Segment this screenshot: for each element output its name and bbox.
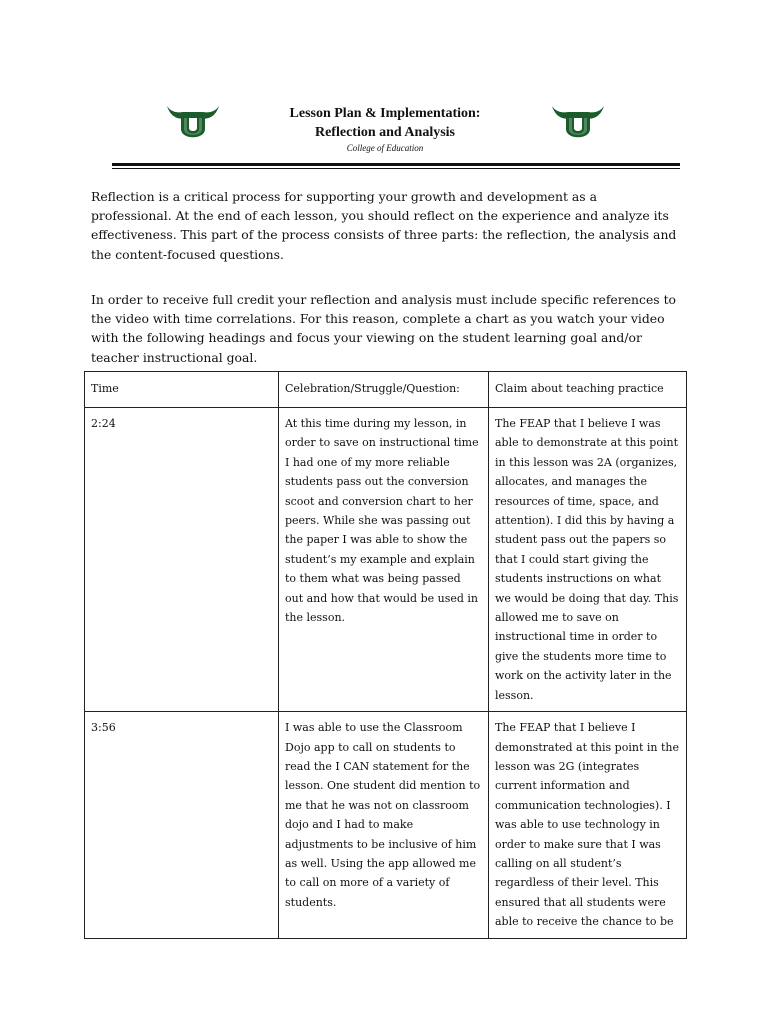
bull-logo-icon	[165, 98, 221, 144]
table-header-row	[85, 372, 687, 408]
claim-cell: The FEAP that I believe I was able to demonstrate at this point in this lesson was 2A (organizes, allocates, and manages the resources of time, space, and attention). I did this by having a student pass out the papers so that I could start giving the students instructions on what we would be doing that day. This allowed me to save on instructional time in order to give the students more time to work on the activity later in the lesson.	[489, 408, 687, 712]
column-header-claim: Claim about teaching practice	[489, 372, 687, 408]
table-row	[85, 712, 687, 938]
college-subtitle: College of Education	[346, 143, 424, 153]
celebration-cell: At this time during my lesson, in order to save on instructional time I had one of my more reliable students pass out the conversion scoot and conversion chart to her peers. While she was passing out the paper I was able to show the student’s my example and explain to them what was being passed out and how that would be used in the lesson.	[279, 408, 489, 712]
celebration-cell: I was able to use the Classroom Dojo app to call on students to read the I CAN statement for the lesson. One student did mention to me that he was not on classroom dojo and I had to make adjustments to be inclusive of him as well. Using the app allowed me to call on more of a variety of students.	[279, 712, 489, 938]
header-divider-thick	[112, 163, 680, 166]
time-cell: 3:56	[85, 712, 279, 938]
column-header-time: Time	[85, 372, 279, 408]
title-line-1: Lesson Plan & Implementation:	[289, 106, 481, 121]
intro-paragraph-2: In order to receive full credit your reflection and analysis must include specific references to the video with time correlations. For this reason, complete a chart as you watch your video with the following headings and focus your viewing on the student learning goal and/or teacher instructional goal.	[91, 292, 677, 365]
claim-cell: The FEAP that I believe I demonstrated at this point in the lesson was 2G (integrates current information and communication technologies). I was able to use technology in order to make sure that I was calling on all student’s regardless of their level. This ensured that all students were able to receive the chance to be	[489, 712, 687, 938]
title-block	[230, 104, 540, 154]
header-divider-thin	[112, 168, 680, 169]
table-row	[85, 408, 687, 712]
title-line-2: Reflection and Analysis	[314, 125, 455, 140]
bull-logo-icon	[550, 98, 606, 144]
document-header	[0, 92, 768, 162]
column-header-celebration: Celebration/Struggle/Question:	[279, 372, 489, 408]
reflection-table	[84, 371, 687, 939]
time-cell: 2:24	[85, 408, 279, 712]
intro-paragraph-1: Reflection is a critical process for supporting your growth and development as a professional. At the end of each lesson, you should reflect on the experience and analyze its effectiveness. This part of the process consists of three parts: the reflection, the analysis and the content-focused questions.	[91, 189, 677, 262]
